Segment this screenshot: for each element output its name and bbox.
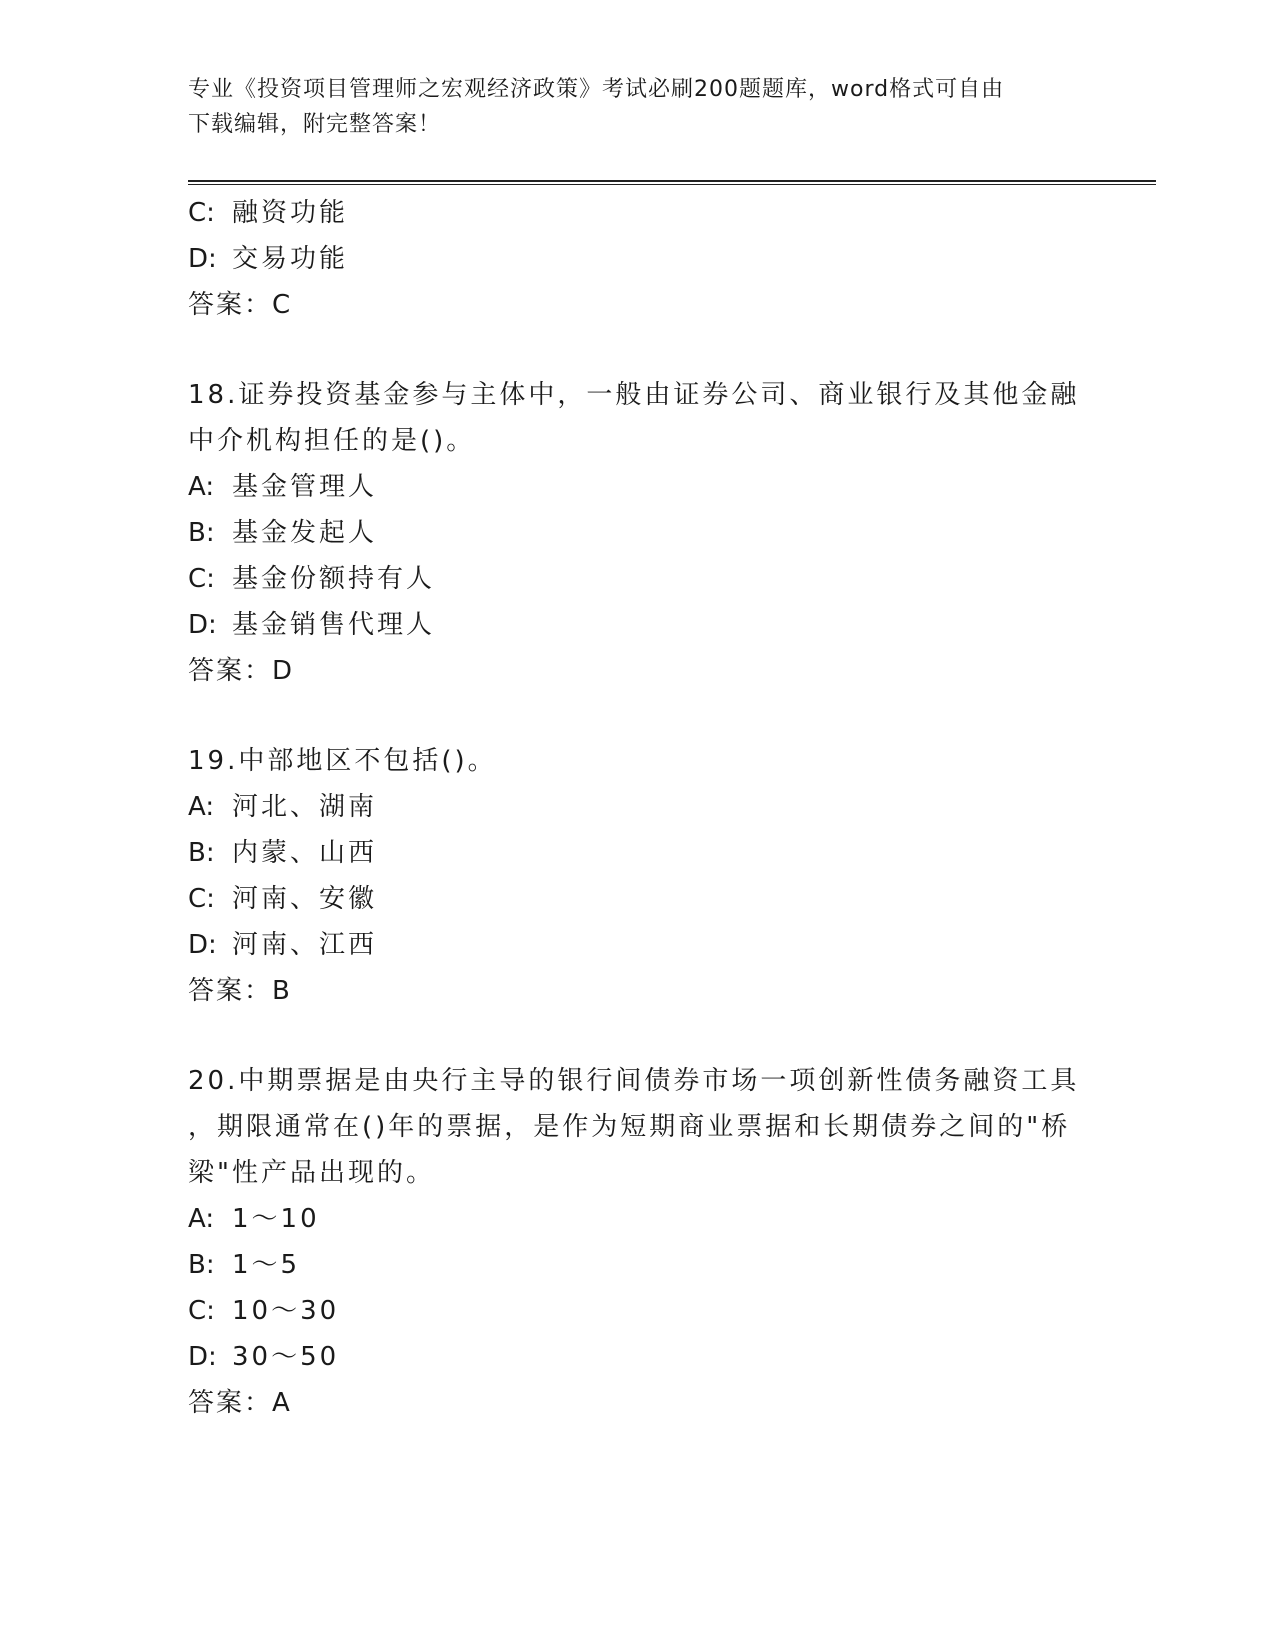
option-key: D: <box>188 930 217 960</box>
option-key: B: <box>188 1250 215 1280</box>
question-stem: 梁"性产品出现的。 <box>188 1158 435 1188</box>
option-d <box>188 1334 1088 1380</box>
option-d <box>188 602 1088 648</box>
option-key: D: <box>188 244 217 274</box>
question-stem: 中介机构担任的是()。 <box>188 426 476 456</box>
option-d <box>188 922 1088 968</box>
option-a <box>188 464 1088 510</box>
option-text: 10～30 <box>232 1296 340 1326</box>
document-header <box>188 72 1068 142</box>
option-b <box>188 510 1088 556</box>
question-stem: 18.证券投资基金参与主体中，一般由证券公司、商业银行及其他金融 <box>188 380 1080 410</box>
option-text: 1～5 <box>232 1250 301 1280</box>
question-20 <box>188 1058 1088 1426</box>
option-key: A: <box>188 792 215 822</box>
option-text: 基金发起人 <box>232 518 378 548</box>
question-17 <box>188 190 1088 328</box>
option-text: 河南、江西 <box>232 930 378 960</box>
option-text: 基金份额持有人 <box>232 564 436 594</box>
option-text: 融资功能 <box>232 198 349 228</box>
question-stem: 20.中期票据是由央行主导的银行间债券市场一项创新性债务融资工具 <box>188 1066 1080 1096</box>
option-text: 内蒙、山西 <box>232 838 378 868</box>
answer-line: 答案：A <box>188 1388 292 1418</box>
option-a <box>188 1196 1088 1242</box>
option-text: 河北、湖南 <box>232 792 378 822</box>
option-key: A: <box>188 1204 215 1234</box>
option-key: D: <box>188 1342 217 1372</box>
question-stem: 19.中部地区不包括()。 <box>188 746 497 776</box>
spacer <box>188 328 1088 372</box>
option-key: C: <box>188 564 215 594</box>
header-divider <box>188 180 1156 185</box>
option-a <box>188 784 1088 830</box>
option-text: 河南、安徽 <box>232 884 378 914</box>
option-text: 交易功能 <box>232 244 349 274</box>
option-key: A: <box>188 472 215 502</box>
option-key: B: <box>188 518 215 548</box>
option-c <box>188 876 1088 922</box>
question-19 <box>188 738 1088 1014</box>
header-line-2: 下载编辑，附完整答案！ <box>188 112 442 137</box>
spacer <box>188 1014 1088 1058</box>
option-key: C: <box>188 198 215 228</box>
header-line-1: 专业《投资项目管理师之宏观经济政策》考试必刷200题题库，word格式可自由 <box>188 77 1005 102</box>
option-key: C: <box>188 884 215 914</box>
option-text: 基金销售代理人 <box>232 610 436 640</box>
answer-line: 答案：B <box>188 976 292 1006</box>
option-c <box>188 556 1088 602</box>
option-b <box>188 1242 1088 1288</box>
option-text: 基金管理人 <box>232 472 378 502</box>
option-b <box>188 830 1088 876</box>
option-key: B: <box>188 838 215 868</box>
answer-line: 答案：C <box>188 290 293 320</box>
option-c <box>188 190 1088 236</box>
option-key: C: <box>188 1296 215 1326</box>
option-text: 1～10 <box>232 1204 320 1234</box>
option-c <box>188 1288 1088 1334</box>
question-stem: ，期限通常在()年的票据，是作为短期商业票据和长期债券之间的"桥 <box>188 1112 1071 1142</box>
option-key: D: <box>188 610 217 640</box>
option-d <box>188 236 1088 282</box>
option-text: 30～50 <box>232 1342 340 1372</box>
question-18 <box>188 372 1088 694</box>
spacer <box>188 694 1088 738</box>
answer-line: 答案：D <box>188 656 295 686</box>
document-body <box>188 190 1088 1426</box>
